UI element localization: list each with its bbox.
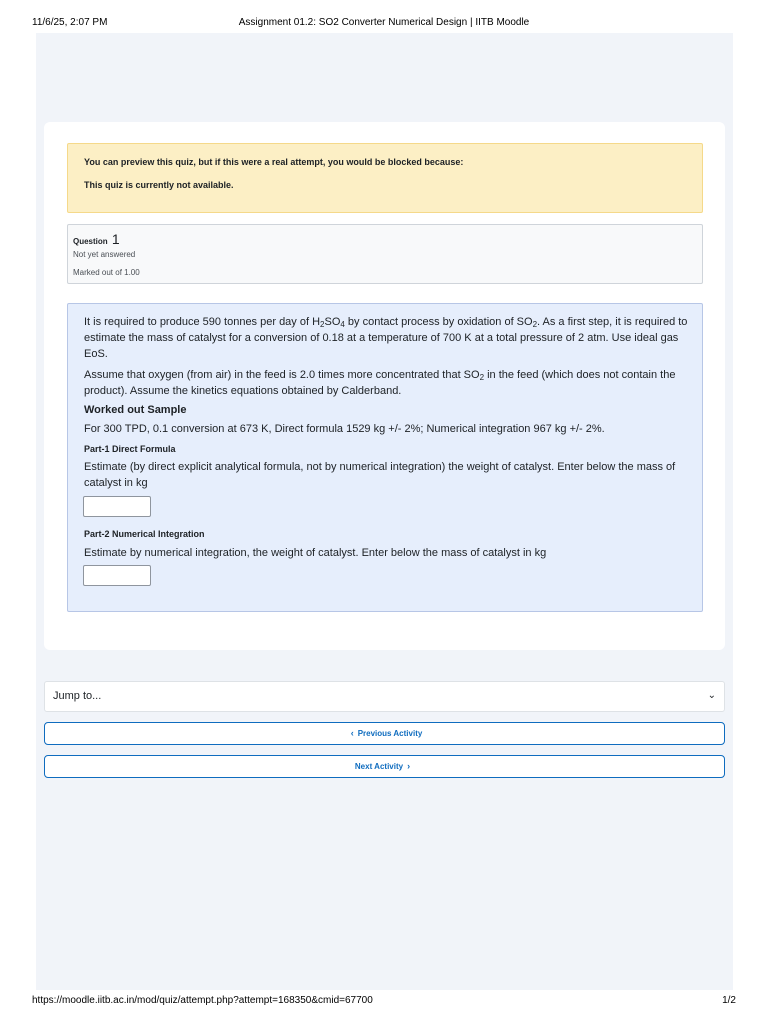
question-paragraph-2	[84, 367, 688, 399]
question-text-box	[67, 303, 703, 612]
print-datetime: 11/6/25, 2:07 PM	[32, 17, 108, 28]
part1-answer-input[interactable]	[83, 496, 151, 517]
p1-text-a: It is required to produce 590 tonnes per day of H	[84, 316, 321, 328]
p1-subscript-1: 2	[320, 320, 325, 329]
jump-to-select[interactable]	[44, 681, 725, 712]
next-activity-label: Next Activity	[354, 762, 404, 771]
question-label	[73, 231, 120, 247]
part2-text: Estimate by numerical integration, the weight of catalyst. Enter below the mass of catalyst in kg	[84, 547, 547, 559]
previous-activity-button[interactable]	[44, 722, 725, 745]
question-paragraph-1	[84, 314, 688, 362]
p1-subscript-3: 2	[532, 320, 538, 329]
question-number: 1	[111, 231, 120, 247]
part2-heading: Part-2 Numerical Integration	[84, 529, 205, 539]
p2-text-a: Assume that oxygen (from air) in the feed is 2.0 times more concentrated that SO	[84, 369, 480, 381]
print-header	[32, 17, 736, 31]
alert-message: You can preview this quiz, but if this were a real attempt, you would be blocked because:	[84, 157, 464, 167]
next-activity-button[interactable]	[44, 755, 725, 778]
chevron-down-icon: ⌄	[707, 690, 716, 701]
chevron-left-icon: ‹	[350, 728, 354, 738]
p1-subscript-2: 4	[340, 320, 345, 329]
jump-to-label: Jump to...	[53, 690, 102, 702]
p1-text-c: by contact process by oxidation of SO	[344, 316, 533, 328]
print-page-number: 1/2	[722, 995, 736, 1006]
p1-text-d: . As a first step, it is required to estimate the mass of catalyst for a conversion of 0.18 at a temperature of 700 K at a total pressure of 2 atm. Use ideal gas EoS.	[84, 316, 688, 360]
question-state: Not yet answered	[73, 250, 136, 259]
alert-reason: This quiz is currently not available.	[84, 180, 234, 190]
question-label-text: Question	[73, 237, 108, 246]
preview-alert	[67, 143, 703, 213]
chevron-right-icon: ›	[407, 761, 411, 771]
p1-text-b: SO	[324, 316, 341, 328]
sample-heading: Worked out Sample	[84, 404, 187, 416]
sample-text: For 300 TPD, 0.1 conversion at 673 K, Direct formula 1529 kg +/- 2%; Numerical integration 967 kg +/- 2%.	[84, 423, 605, 435]
print-footer	[32, 995, 736, 1009]
print-title: Assignment 01.2: SO2 Converter Numerical Design | IITB Moodle	[238, 17, 530, 28]
question-grade: Marked out of 1.00	[73, 268, 140, 277]
p2-text-b: in the feed (which does not contain the product). Assume the kinetics equations obtained by Calderband.	[84, 369, 676, 397]
question-info	[67, 224, 703, 284]
previous-activity-label: Previous Activity	[357, 729, 423, 738]
part1-heading: Part-1 Direct Formula	[84, 444, 176, 454]
part1-text: Estimate (by direct explicit analytical formula, not by numerical integration) the weight of catalyst. Enter below the mass of catalyst in kg	[84, 461, 676, 489]
p2-subscript: 2	[479, 373, 485, 382]
part2-answer-input[interactable]	[83, 565, 151, 586]
print-url: https://moodle.iitb.ac.in/mod/quiz/attempt.php?attempt=168350&cmid=67700	[32, 995, 373, 1006]
